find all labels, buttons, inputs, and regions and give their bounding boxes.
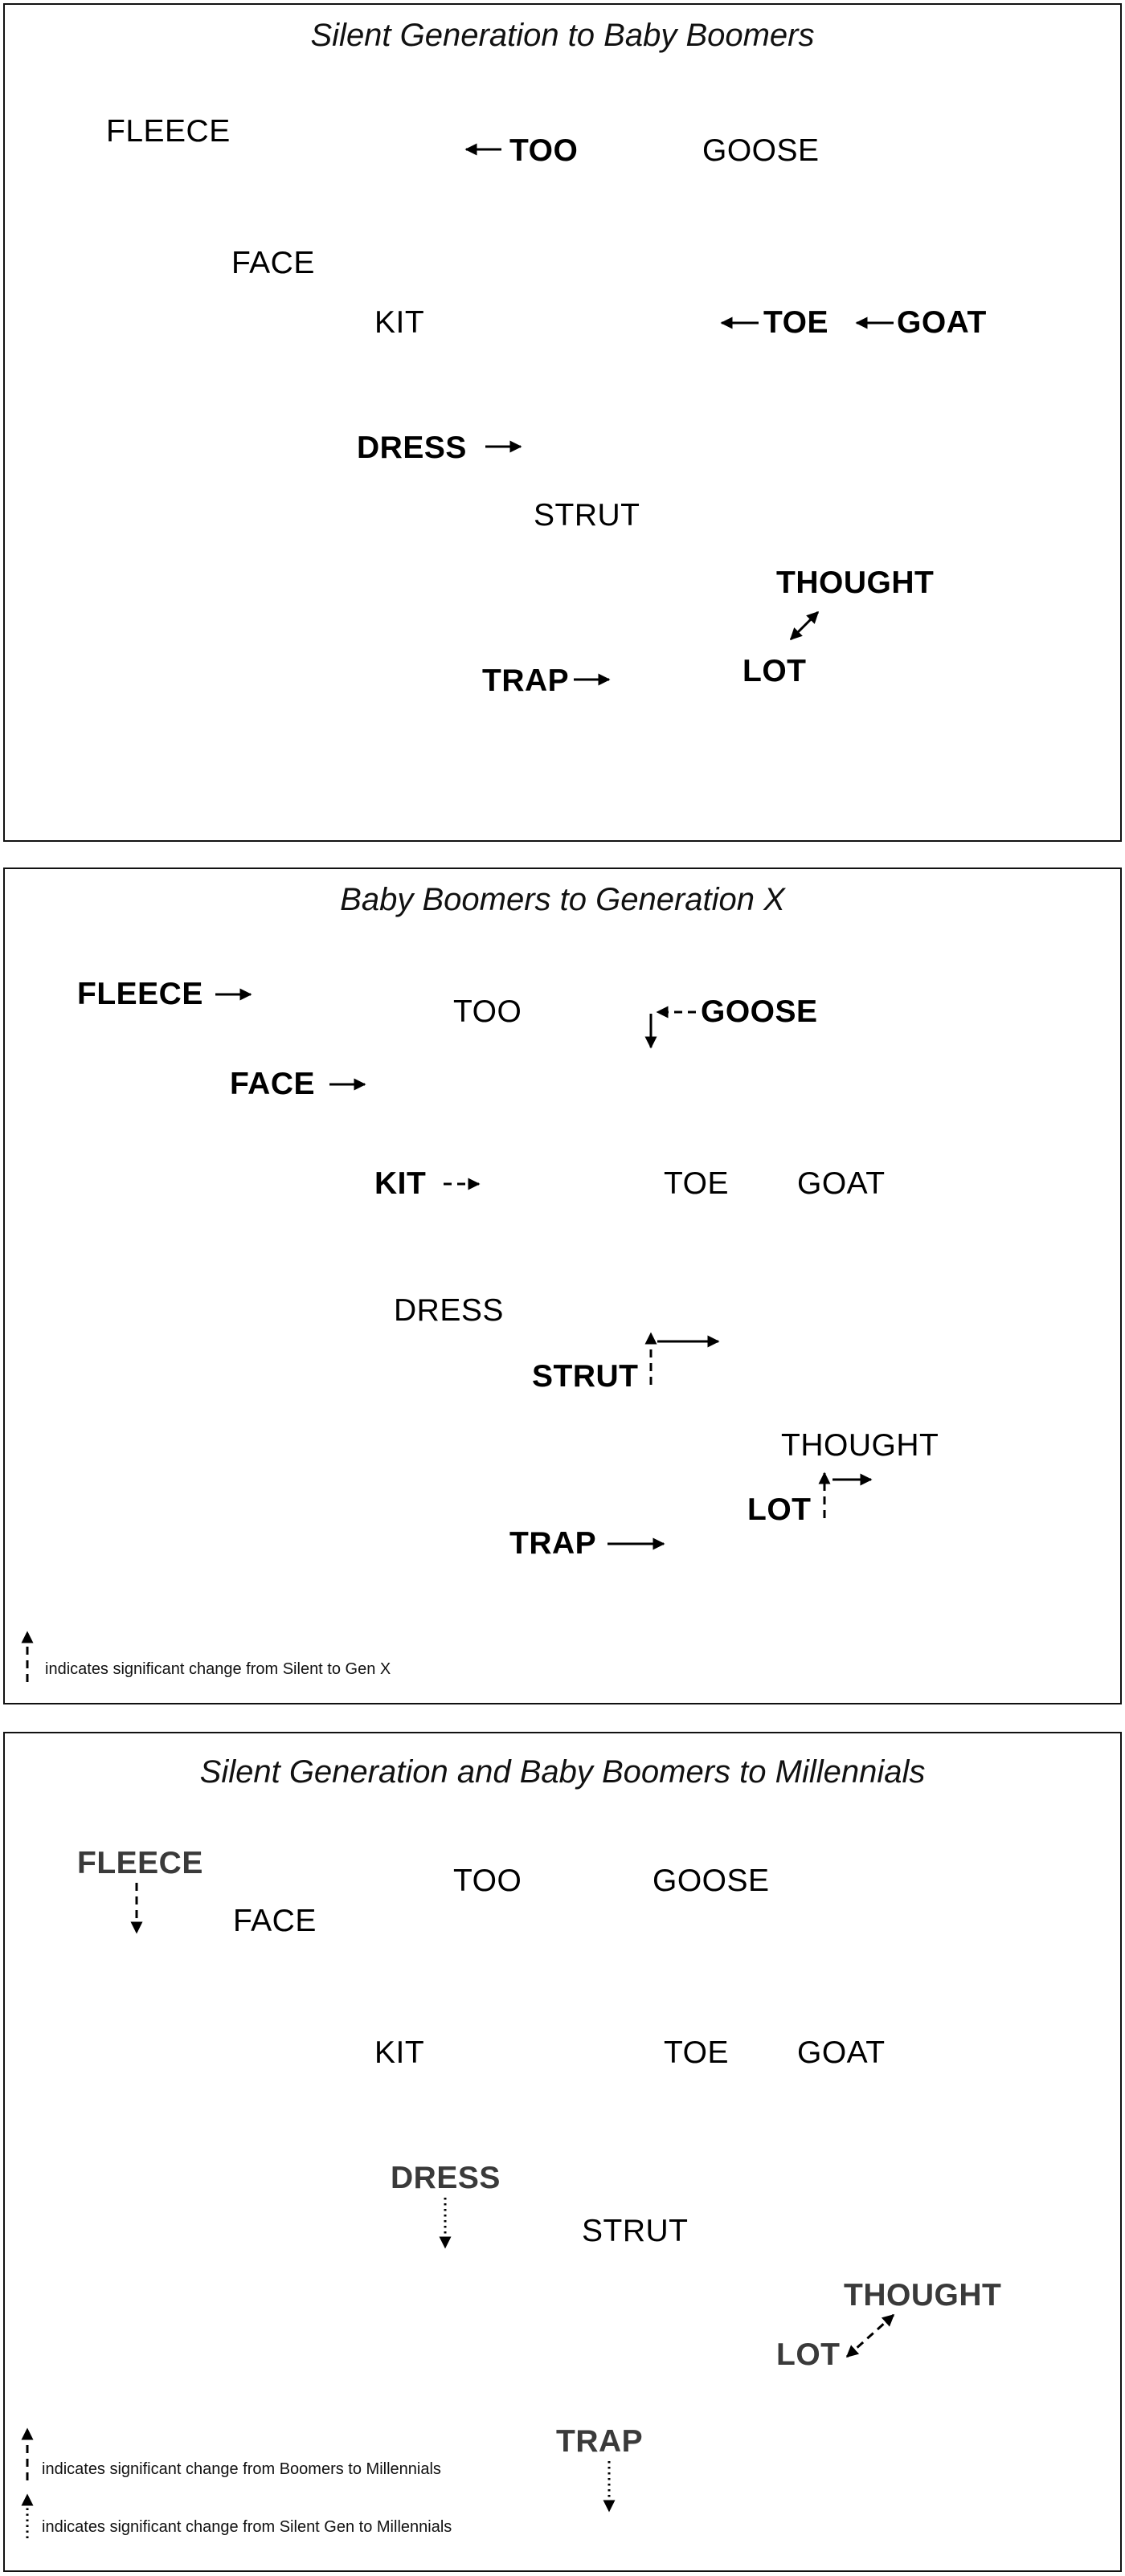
vowel-goat: GOAT xyxy=(797,1166,886,1201)
vowel-too: TOO xyxy=(453,1864,522,1898)
vowel-trap: TRAP xyxy=(482,663,570,698)
vowel-fleece: FLEECE xyxy=(77,1846,203,1880)
vowel-toe: TOE xyxy=(664,2035,729,2070)
arrow-lot-thought xyxy=(791,612,818,639)
vowel-thought: THOUGHT xyxy=(776,565,935,600)
panel-title: Silent Generation to Baby Boomers xyxy=(310,18,815,53)
vowel-goose: GOOSE xyxy=(702,133,820,168)
vowel-goat: GOAT xyxy=(797,2035,886,2070)
panel-title: Silent Generation and Baby Boomers to Millennials xyxy=(199,1754,926,1790)
vowel-lot: LOT xyxy=(747,1492,812,1527)
vowel-strut: STRUT xyxy=(534,498,640,533)
legend-dashed-note: indicates significant change from Boomers to Millennials xyxy=(42,2460,441,2478)
legend-dashed-note: indicates significant change from Silent to Gen X xyxy=(45,1660,391,1678)
vowel-toe: TOE xyxy=(664,1166,729,1201)
vowel-kit: KIT xyxy=(374,305,425,340)
vowel-goat: GOAT xyxy=(897,305,987,340)
vowel-thought: THOUGHT xyxy=(844,2278,1002,2313)
vowel-too: TOO xyxy=(453,994,522,1029)
vowel-goose: GOOSE xyxy=(701,994,818,1029)
vowel-trap: TRAP xyxy=(509,1526,597,1561)
vowel-face: FACE xyxy=(233,1904,317,1938)
legend-dotted-note: indicates significant change from Silent Gen to Millennials xyxy=(42,2518,452,2536)
vowel-strut: STRUT xyxy=(582,2214,689,2248)
vowel-dress: DRESS xyxy=(357,431,467,465)
vowel-too: TOO xyxy=(509,133,579,168)
vowel-dress: DRESS xyxy=(394,1293,504,1328)
vowel-face: FACE xyxy=(231,246,315,280)
vowel-goose: GOOSE xyxy=(652,1864,770,1898)
vowel-kit: KIT xyxy=(374,2035,425,2070)
arrow-lot-thought xyxy=(847,2315,894,2357)
panel-title: Baby Boomers to Generation X xyxy=(340,882,785,917)
vowel-toe: TOE xyxy=(763,305,828,340)
panel-boomers-to-genx xyxy=(3,868,1122,1704)
vowel-dress: DRESS xyxy=(391,2161,501,2195)
panel-to-millennials xyxy=(3,1732,1122,2572)
vowel-thought: THOUGHT xyxy=(781,1428,939,1463)
vowel-kit: KIT xyxy=(374,1166,427,1201)
vowel-face: FACE xyxy=(230,1067,316,1101)
vowel-trap: TRAP xyxy=(556,2424,644,2459)
vowel-strut: STRUT xyxy=(532,1359,639,1394)
vowel-fleece: FLEECE xyxy=(106,114,231,149)
vowel-fleece: FLEECE xyxy=(77,977,203,1011)
vowel-lot: LOT xyxy=(776,2337,841,2372)
vowel-lot: LOT xyxy=(742,654,807,688)
panel-silent-to-boomers xyxy=(3,3,1122,842)
